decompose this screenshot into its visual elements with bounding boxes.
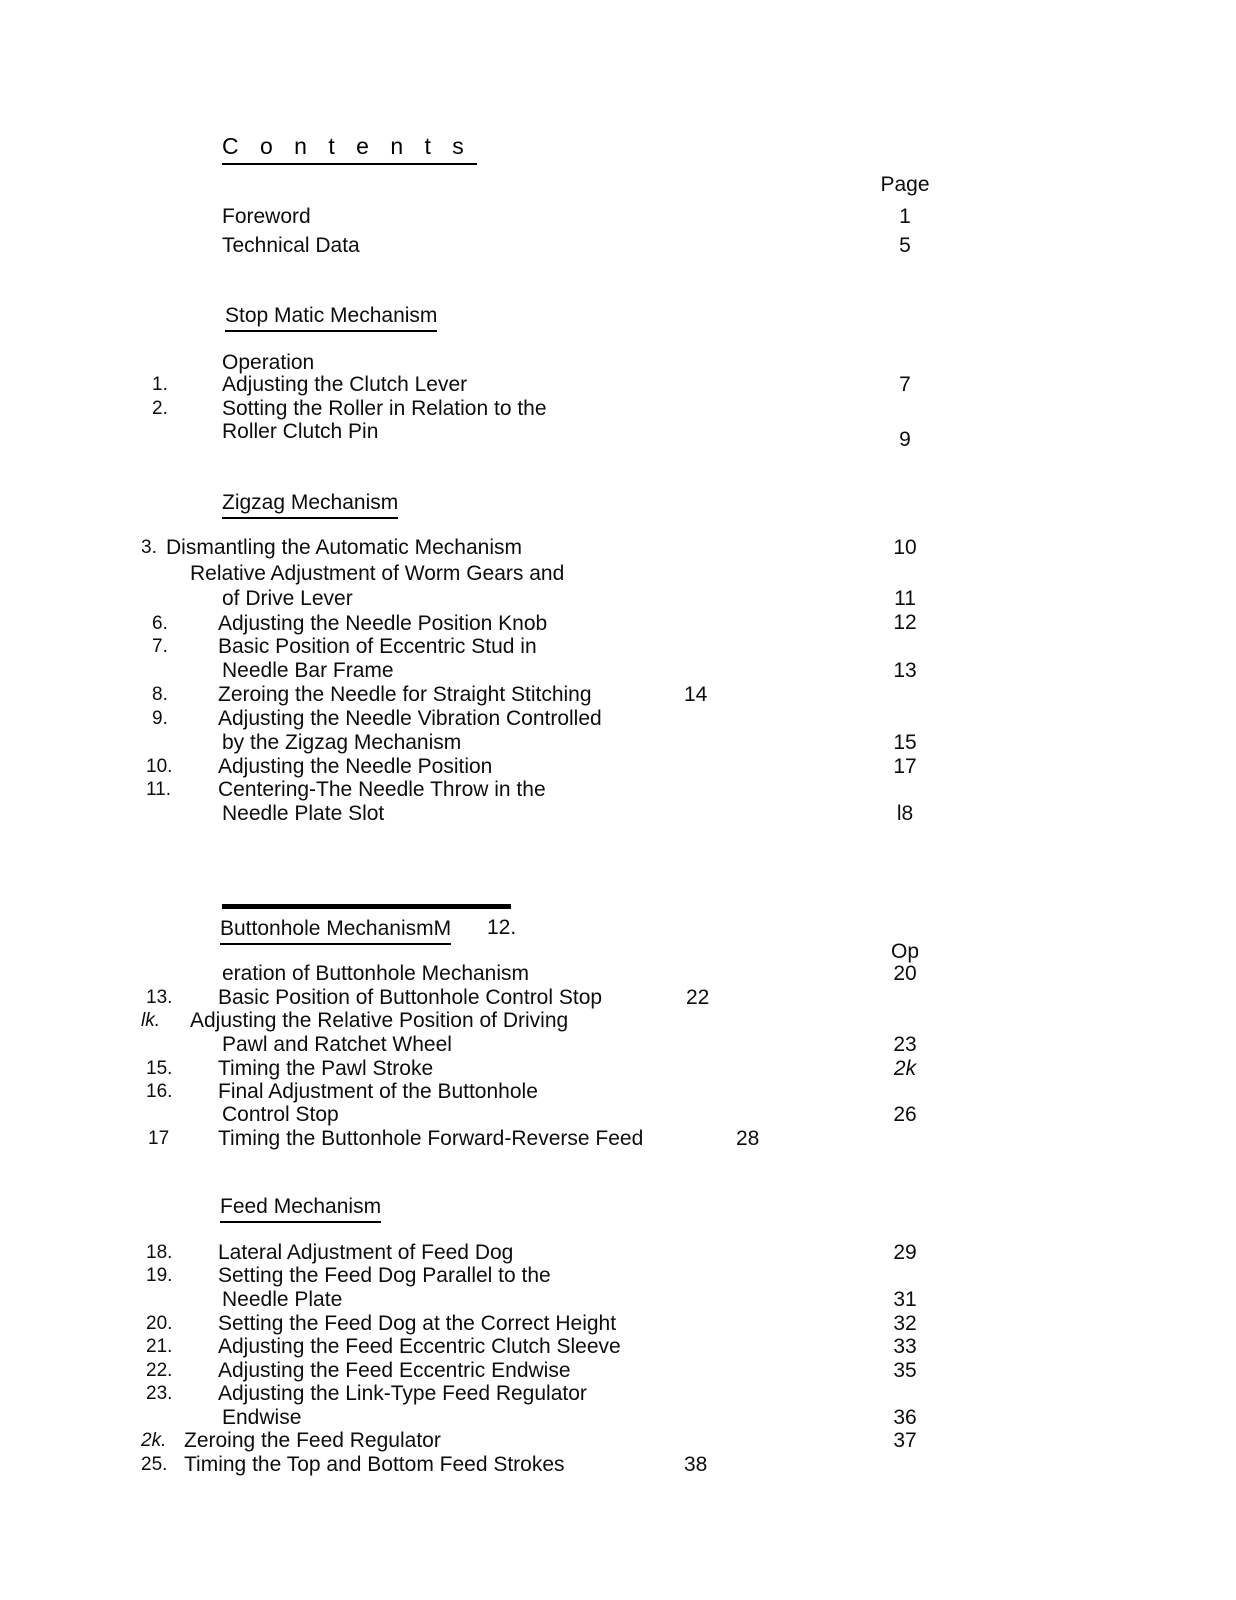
- toc-entry-page: 23: [893, 1033, 917, 1056]
- toc-entry-label: Adjusting the Needle Position Knob: [218, 612, 548, 635]
- toc-entry-label: Adjusting the Feed Eccentric Clutch Sleeve: [218, 1335, 621, 1358]
- toc-entry-label: Needle Plate Slot: [222, 802, 385, 825]
- toc-entry-label: eration of Buttonhole Mechanism: [222, 962, 530, 985]
- toc-entry-page: 26: [893, 1103, 917, 1126]
- toc-entry-number: 8.: [152, 684, 168, 705]
- toc-entry-label: Centering-The Needle Throw in the: [218, 778, 546, 801]
- horizontal-divider: [222, 904, 511, 909]
- toc-entry-number: 23.: [146, 1383, 173, 1404]
- toc-entry-number: 17: [148, 1128, 170, 1149]
- toc-entry-number: 25.: [141, 1454, 168, 1475]
- section-heading-suffix: 12.: [487, 916, 517, 939]
- toc-entry-label: of Drive Lever: [222, 587, 353, 610]
- toc-entry-label: Operation: [222, 351, 315, 374]
- toc-entry-label: Zeroing the Feed Regulator: [184, 1429, 441, 1452]
- toc-entry-label: by the Zigzag Mechanism: [222, 731, 462, 754]
- toc-entry-number: 13.: [146, 987, 173, 1008]
- toc-entry-label: Basic Position of Eccentric Stud in: [218, 635, 537, 658]
- section-heading-feed: Feed Mechanism: [220, 1195, 381, 1223]
- toc-entry-page: 29: [893, 1241, 917, 1264]
- toc-entry-page: 10: [893, 536, 917, 559]
- toc-entry-page-inline: 28: [736, 1127, 760, 1150]
- toc-entry-number: 11.: [146, 779, 172, 800]
- toc-entry-label: Adjusting the Relative Position of Driving: [190, 1009, 569, 1032]
- toc-entry-label: Foreword: [222, 205, 311, 228]
- toc-entry-page-inline: 14: [684, 683, 708, 706]
- toc-entry-label: Relative Adjustment of Worm Gears and: [190, 562, 565, 585]
- toc-entry-label: Final Adjustment of the Buttonhole: [218, 1080, 538, 1103]
- toc-entry-page: 9: [899, 428, 911, 451]
- toc-entry-label: Setting the Feed Dog at the Correct Height: [218, 1312, 617, 1335]
- toc-entry-label: Zeroing the Needle for Straight Stitching: [218, 683, 592, 706]
- toc-entry-number: 20.: [146, 1313, 173, 1334]
- page-title: C o n t e n t s: [222, 133, 477, 165]
- toc-entry-page: 20: [893, 962, 917, 985]
- toc-entry-page: 12: [893, 611, 917, 634]
- toc-entry-page: 36: [893, 1406, 917, 1429]
- toc-entry-label: Timing the Pawl Stroke: [218, 1057, 434, 1080]
- toc-entry-label: Adjusting the Clutch Lever: [222, 373, 468, 396]
- toc-entry-label: Sotting the Roller in Relation to the: [222, 397, 547, 420]
- toc-entry-label: Adjusting the Link-Type Feed Regulator: [218, 1382, 587, 1405]
- toc-entry-number: 21.: [146, 1336, 173, 1357]
- toc-entry-page: 15: [893, 731, 917, 754]
- toc-entry-page: 13: [893, 659, 917, 682]
- toc-entry-label: Pawl and Ratchet Wheel: [222, 1033, 452, 1056]
- toc-entry-page: 31: [893, 1288, 917, 1311]
- toc-entry-label: Lateral Adjustment of Feed Dog: [218, 1241, 514, 1264]
- toc-entry-number: 9.: [152, 708, 168, 729]
- toc-entry-page-inline: 38: [684, 1453, 708, 1476]
- toc-entry-number: 16.: [146, 1081, 173, 1102]
- section-heading-stop-matic: Stop Matic Mechanism: [225, 304, 437, 332]
- toc-entry-number: 18.: [146, 1242, 173, 1263]
- toc-entry-number: 6.: [152, 613, 168, 634]
- section-heading-zigzag: Zigzag Mechanism: [222, 491, 398, 519]
- toc-entry-page: 5: [899, 234, 911, 257]
- toc-entry-page: 35: [893, 1359, 917, 1382]
- toc-entry-page: 32: [893, 1312, 917, 1335]
- toc-entry-label: Needle Plate: [222, 1288, 343, 1311]
- toc-entry-number: lk.: [141, 1010, 160, 1031]
- toc-entry-label: Basic Position of Buttonhole Control Stop: [218, 986, 603, 1009]
- toc-entry-page: 37: [893, 1429, 917, 1452]
- toc-entry-page: l8: [896, 802, 914, 825]
- toc-entry-label: Dismantling the Automatic Mechanism: [166, 536, 522, 559]
- toc-entry-number: 3.: [141, 537, 157, 558]
- toc-entry-label: Adjusting the Needle Vibration Controlled: [218, 707, 602, 730]
- section-heading-buttonhole: Buttonhole MechanismM: [220, 917, 451, 945]
- toc-entry-label: Adjusting the Needle Position: [218, 755, 493, 778]
- toc-entry-label: Roller Clutch Pin: [222, 420, 379, 443]
- toc-entry-label: Control Stop: [222, 1103, 339, 1126]
- toc-entry-page: 11: [894, 587, 916, 610]
- toc-entry-number: 1.: [152, 374, 168, 395]
- toc-entry-number: 2k.: [141, 1430, 167, 1451]
- toc-entry-number: 15.: [146, 1058, 173, 1079]
- toc-entry-label: Timing the Buttonhole Forward-Reverse Feed: [218, 1127, 644, 1150]
- toc-entry-label: Timing the Top and Bottom Feed Strokes: [184, 1453, 565, 1476]
- toc-entry-page: 2k: [893, 1057, 917, 1080]
- toc-entry-page: 33: [893, 1335, 917, 1358]
- toc-entry-number: 10.: [146, 756, 173, 777]
- toc-entry-number: 19.: [146, 1265, 173, 1286]
- toc-entry-label: Needle Bar Frame: [222, 659, 394, 682]
- toc-entry-page: 7: [899, 373, 911, 396]
- toc-entry-label: Endwise: [222, 1406, 302, 1429]
- toc-entry-page: 17: [893, 755, 917, 778]
- toc-entry-page: 1: [899, 205, 911, 228]
- toc-entry-label: Setting the Feed Dog Parallel to the: [218, 1264, 551, 1287]
- toc-entry-label: Technical Data: [222, 234, 360, 257]
- page-column-header: Page: [880, 173, 930, 196]
- toc-entry-number: 2.: [152, 398, 168, 419]
- toc-entry-label: Adjusting the Feed Eccentric Endwise: [218, 1359, 571, 1382]
- toc-entry-page-inline: 22: [686, 986, 710, 1009]
- stray-ocr-fragment: Op: [890, 940, 919, 963]
- toc-entry-number: 7.: [152, 636, 168, 657]
- toc-entry-number: 22.: [146, 1360, 173, 1381]
